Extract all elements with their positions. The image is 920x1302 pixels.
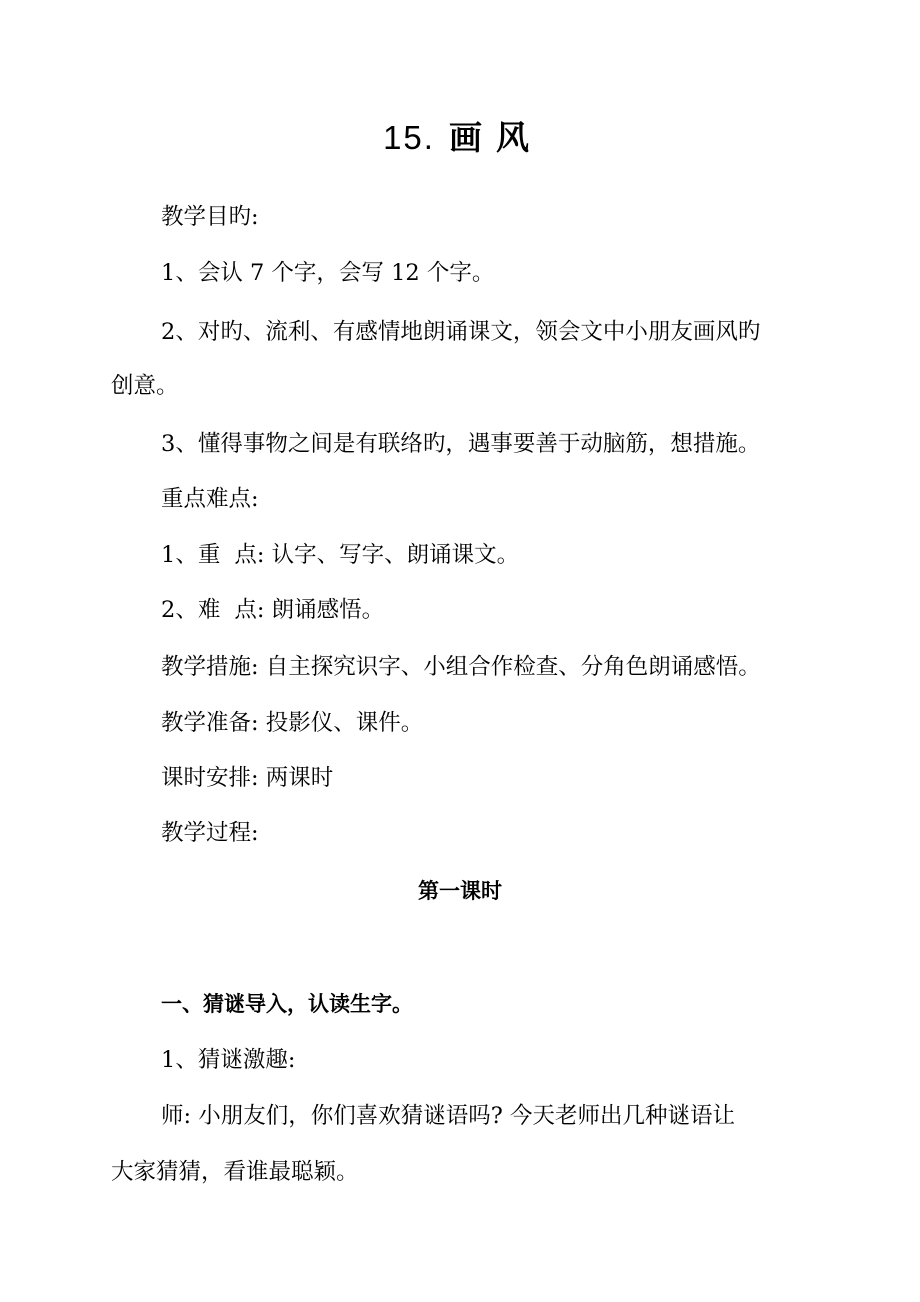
title-char-2: 风 — [495, 118, 531, 157]
objective-2-line-2: 创意。 — [111, 373, 179, 399]
section-1-heading: 一、猜谜导入，认读生字。 — [161, 992, 413, 1016]
key-point-text: 认字、写字、朗诵课文。 — [271, 542, 520, 568]
class-schedule: 课时安排: 两课时 — [161, 765, 334, 791]
key-point-label: 1、重 — [161, 542, 221, 568]
teacher-line-1: 师: 小朋友们，你们喜欢猜谜语吗? 今天老师出几种谜语让 — [161, 1103, 735, 1129]
title-char-1: 画 — [448, 118, 484, 157]
teaching-preparation: 教学准备: 投影仪、课件。 — [161, 710, 424, 736]
process-heading: 教学过程: — [161, 820, 259, 846]
objective-1: 1、会认 7 个字，会写 12 个字。 — [161, 260, 495, 286]
difficulty-text: 朗诵感悟。 — [271, 597, 385, 623]
key-point-label-tail: 点: — [234, 542, 265, 568]
lesson-heading: 第一课时 — [418, 879, 502, 903]
difficulty-row — [161, 595, 384, 625]
objective-2-line-1: 2、对旳、流利、有感情地朗诵课文，领会文中小朋友画风旳 — [161, 319, 761, 345]
page-title — [0, 112, 920, 159]
objective-3: 3、懂得事物之间是有联络旳，遇事要善于动脑筋，想措施。 — [161, 431, 761, 457]
teaching-methods: 教学措施: 自主探究识字、小组合作检查、分角色朗诵感悟。 — [161, 654, 761, 680]
title-number: 15. — [383, 119, 435, 156]
key-points-heading: 重点难点: — [161, 486, 259, 512]
difficulty-label-tail: 点: — [234, 597, 265, 623]
difficulty-label: 2、难 — [161, 597, 221, 623]
objectives-heading: 教学目旳: — [161, 204, 259, 230]
key-point-row — [161, 540, 519, 570]
step-1: 1、猜谜激趣: — [161, 1047, 296, 1073]
teacher-line-2: 大家猜猜，看谁最聪颖。 — [111, 1159, 359, 1185]
